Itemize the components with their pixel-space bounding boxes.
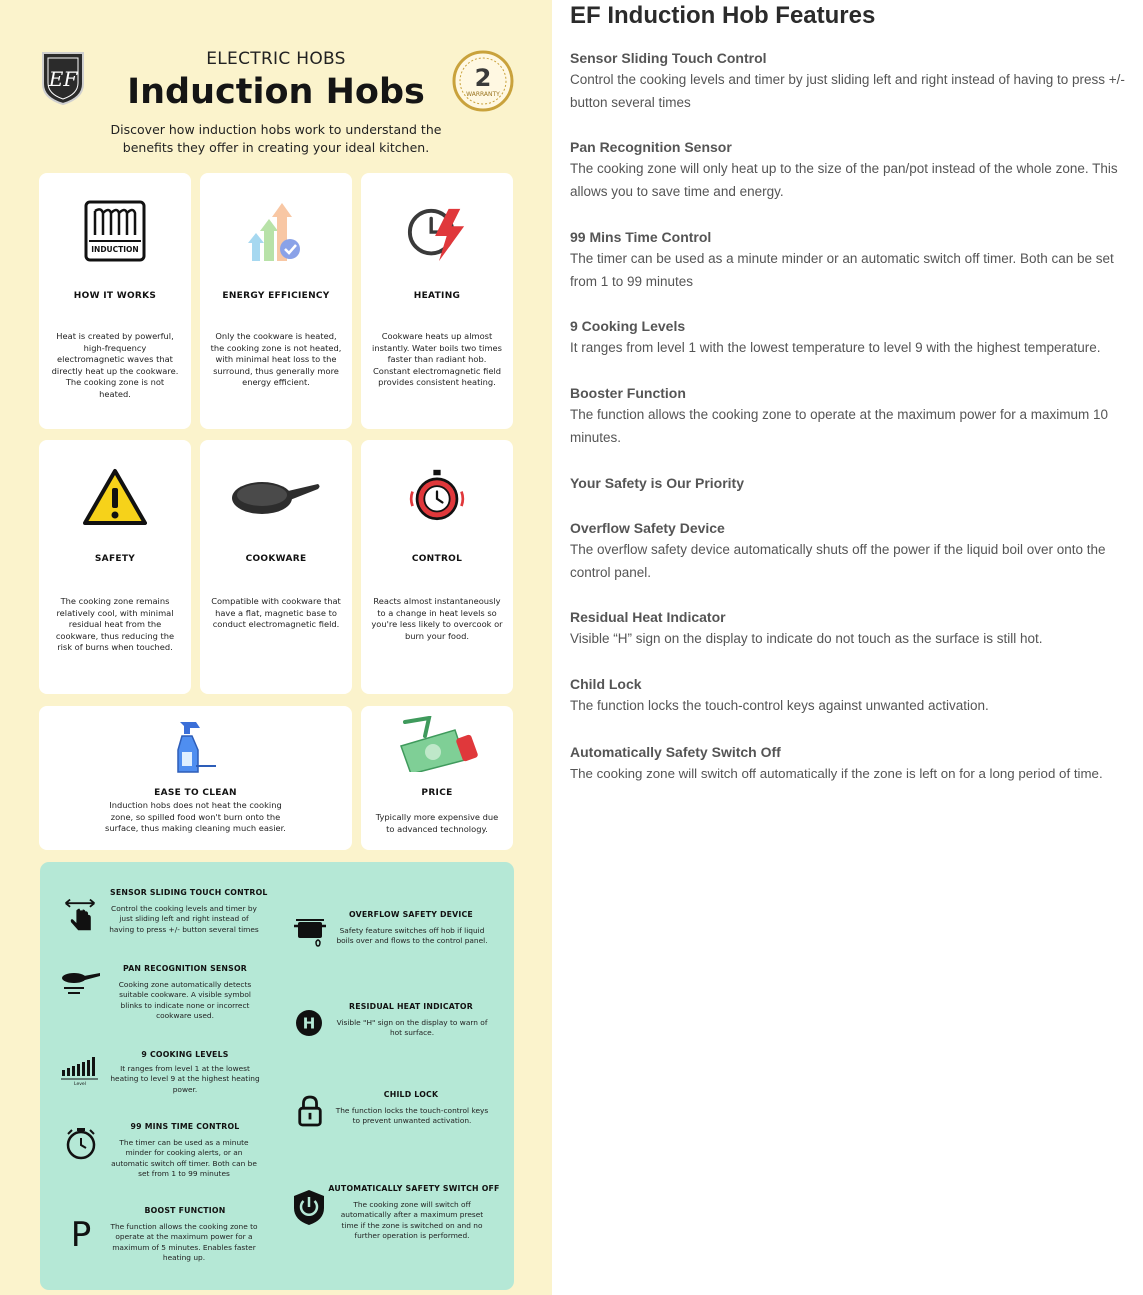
section-overflow-safety <box>570 517 1130 584</box>
feature-residual-heat <box>292 1002 502 1046</box>
section-body: The timer can be used as a minute minder or an automatic switch off timer. Both can be set from 1 to 99 minutes <box>570 251 1114 289</box>
ef-logo-icon <box>40 50 86 106</box>
card-heating <box>361 173 513 429</box>
card-body: Reacts almost instantaneously to a change in heat levels so you're less likely to overcook or burn your food. <box>371 596 503 641</box>
feature-title: BOOST FUNCTION <box>144 1206 226 1215</box>
section-child-lock <box>570 673 1130 718</box>
section-heading: Sensor Sliding Touch Control <box>570 50 767 66</box>
warranty-badge-icon <box>452 50 514 112</box>
feature-title: 99 MINS TIME CONTROL <box>130 1122 240 1131</box>
timer-icon <box>64 1126 98 1160</box>
card-price <box>361 706 513 850</box>
feature-body: The timer can be used as a minute minder for cooking alerts, or an automatic switch off timer. Both can be set from 1 to 99 minutes <box>111 1138 257 1179</box>
feature-body: Control the cooking levels and timer by just sliding left and right instead of having to press +/- button several times <box>109 904 259 934</box>
infographic-intro: Discover how induction hobs work to understand the benefits they offer in creating your ideal kitchen. <box>110 122 442 155</box>
section-body: The function locks the touch-control keys against unwanted activation. <box>570 698 989 713</box>
card-title: HEATING <box>413 291 461 301</box>
feature-title: 9 COOKING LEVELS <box>141 1050 229 1059</box>
feature-body: It ranges from level 1 at the lowest heating to level 9 at the highest heating power. <box>110 1064 260 1094</box>
section-heading: Booster Function <box>570 385 686 401</box>
card-ease-to-clean <box>39 706 352 850</box>
card-safety <box>39 440 191 694</box>
card-control <box>361 440 513 694</box>
section-body: Visible “H” sign on the display to indicate do not touch as the surface is still hot. <box>570 631 1043 646</box>
section-body: The cooking zone will switch off automatically if the zone is left on for a long period of time. <box>570 766 1103 781</box>
feature-body: Safety feature switches off hob if liquid boils over and flows to the control panel. <box>336 926 488 946</box>
infographic-title: Induction Hobs <box>127 72 425 112</box>
section-auto-switch-off <box>570 741 1130 786</box>
clock-lightning-icon <box>406 203 468 265</box>
card-body: Heat is created by powerful, high-frequency electromagnetic waves that directly heat up the cookware. The cooking zone is not heated. <box>51 331 179 399</box>
feature-auto-switch-off <box>292 1184 502 1244</box>
induction-coil-icon <box>83 199 147 263</box>
section-heading: Automatically Safety Switch Off <box>570 744 781 760</box>
padlock-icon <box>296 1094 324 1128</box>
section-heading: Child Lock <box>570 676 642 692</box>
induction-icon-label: INDUCTION <box>91 245 139 254</box>
card-title: ENERGY EFFICIENCY <box>222 291 330 301</box>
card-body: The cooking zone remains relatively cool, with minimal residual heat from the cookware, thus reducing the risk of burns when touched. <box>55 596 175 653</box>
feature-body: Visible "H" sign on the display to warn of hot surface. <box>336 1018 488 1038</box>
feature-title: CHILD LOCK <box>383 1090 439 1099</box>
section-heading: Pan Recognition Sensor <box>570 139 732 155</box>
article-title: EF Induction Hob Features <box>570 2 876 29</box>
feature-overflow-safety <box>292 910 502 954</box>
boost-p-icon <box>66 1212 96 1252</box>
h-circle-icon <box>294 1008 324 1038</box>
card-title: HOW IT WORKS <box>73 291 157 301</box>
feature-sensor-sliding <box>60 888 270 958</box>
feature-body: The function allows the cooking zone to operate at the maximum power for a maximum of 5 minutes. Enables faster heating up. <box>110 1222 258 1263</box>
infographic-kicker: ELECTRIC HOBS <box>206 49 346 69</box>
section-heading: Residual Heat Indicator <box>570 609 726 625</box>
section-body: It ranges from level 1 with the lowest temperature to level 9 with the highest temperature. <box>570 340 1101 355</box>
warranty-label: WARRANTY <box>466 91 500 98</box>
card-energy-efficiency <box>200 173 352 429</box>
feature-title: SENSOR SLIDING TOUCH CONTROL <box>110 888 268 897</box>
card-cookware <box>200 440 352 694</box>
section-cooking-levels <box>570 315 1130 360</box>
section-heading: 9 Cooking Levels <box>570 318 686 334</box>
feature-boost-function <box>60 1206 270 1268</box>
section-pan-recognition <box>570 136 1130 203</box>
feature-title: OVERFLOW SAFETY DEVICE <box>349 910 473 919</box>
card-body: Typically more expensive due to advanced technology. <box>375 812 499 834</box>
card-body: Compatible with cookware that have a flat, magnetic base to conduct electromagnetic field. <box>211 596 341 630</box>
induction-hobs-infographic <box>0 0 552 1295</box>
card-how-it-works <box>39 173 191 429</box>
boost-icon-label: P <box>70 1215 92 1252</box>
feature-child-lock <box>292 1090 502 1134</box>
feature-title: RESIDUAL HEAT INDICATOR <box>349 1002 473 1011</box>
logo-text: EF <box>48 67 78 91</box>
feature-pan-recognition <box>60 964 270 1028</box>
warranty-number: 2 <box>474 64 492 92</box>
pot-overflow-icon <box>292 912 328 948</box>
power-shield-icon <box>292 1188 326 1226</box>
rising-arrows-icon <box>244 201 308 265</box>
section-booster <box>570 382 1130 449</box>
section-time-control <box>570 226 1130 293</box>
card-title: PRICE <box>421 788 453 798</box>
features-panel <box>40 862 514 1290</box>
feature-title: PAN RECOGNITION SENSOR <box>123 964 247 973</box>
stopwatch-icon <box>405 468 469 526</box>
section-heading: 99 Mins Time Control <box>570 229 712 245</box>
section-residual-heat <box>570 606 1130 651</box>
money-icon <box>395 716 479 772</box>
card-body: Only the cookware is heated, the cooking zone is not heated, with minimal heat loss to the surround, thus generally more energy efficient. <box>210 331 342 388</box>
section-sensor-sliding <box>570 47 1130 114</box>
section-body: The overflow safety device automatically shuts off the power if the liquid boil over onto the control panel. <box>570 542 1106 580</box>
feature-body: The function locks the touch-control keys to prevent unwanted activation. <box>335 1106 489 1126</box>
h-icon-label: H <box>302 1014 316 1033</box>
feature-time-control <box>60 1122 270 1184</box>
card-title: SAFETY <box>94 554 136 564</box>
spray-bottle-icon <box>172 716 220 776</box>
frying-pan-icon <box>230 476 322 520</box>
pan-sensor-icon <box>60 968 100 996</box>
section-safety-priority <box>570 472 1130 494</box>
feature-cooking-levels <box>60 1050 270 1106</box>
card-title: EASE TO CLEAN <box>154 788 237 798</box>
section-heading: Your Safety is Our Priority <box>570 475 745 491</box>
swipe-hand-icon <box>60 896 100 932</box>
warning-triangle-icon <box>83 468 147 526</box>
feature-title: AUTOMATICALLY SAFETY SWITCH OFF <box>328 1184 500 1193</box>
section-body: Control the cooking levels and timer by just sliding left and right instead of having to press +/- button several times <box>570 72 1125 110</box>
card-body: Induction hobs does not heat the cooking zone, so spilled food won't burn onto the surface, thus making cleaning much easier. <box>105 800 286 834</box>
feature-body: The cooking zone will switch off automatically after a maximum preset time if the zone is switched on and no further operation is performed. <box>340 1200 484 1241</box>
level-bars-icon <box>60 1052 100 1086</box>
card-body: Cookware heats up almost instantly. Water boils two times faster than radiant hob. Constant electromagnetic field provides consistent heating. <box>372 331 502 388</box>
section-heading: Overflow Safety Device <box>570 520 725 536</box>
card-title: COOKWARE <box>245 554 307 564</box>
section-body: The function allows the cooking zone to operate at the maximum power for a maximum 10 minutes. <box>570 407 1109 445</box>
level-icon-label: Level <box>74 1082 86 1086</box>
section-body: The cooking zone will only heat up to the size of the pan/pot instead of the whole zone. This allows you to save time and energy. <box>570 161 1118 199</box>
card-title: CONTROL <box>411 554 463 564</box>
feature-body: Cooking zone automatically detects suitable cookware. A visible symbol blinks to indicate none or incorrect cookware used. <box>118 980 252 1021</box>
